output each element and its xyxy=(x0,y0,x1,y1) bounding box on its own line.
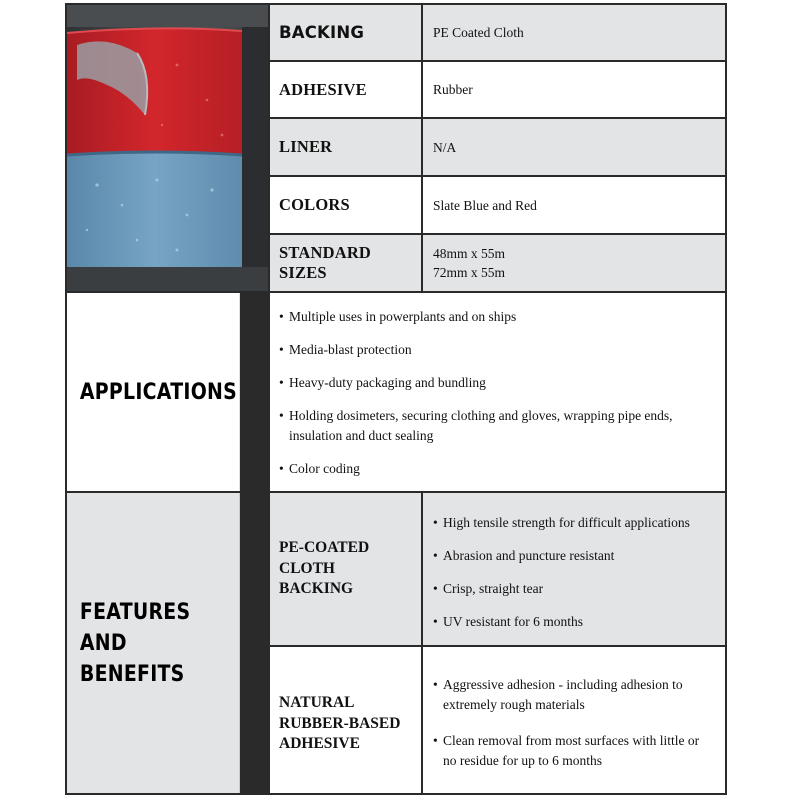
applications-list-cell xyxy=(270,293,725,491)
product-spec-sheet xyxy=(65,3,727,795)
applications-heading: APPLICATIONS xyxy=(67,293,240,491)
spec-value-text: PE Coated Cloth xyxy=(433,25,524,40)
list-item: • Abrasion and puncture resistant xyxy=(433,546,719,566)
spec-value-text: N/A xyxy=(433,139,457,155)
list-item: • Media-blast protection xyxy=(279,340,695,360)
list-item: • Holding dosimeters, securing clothing and gloves, wrapping pipe ends, insulation and duct sealing xyxy=(279,406,695,446)
list-item: • Clean removal from most surfaces with little or no residue for up to 6 months xyxy=(433,731,711,771)
list-item: • Crisp, straight tear xyxy=(433,579,719,599)
feature-group-list-backing xyxy=(423,493,725,645)
list-item: • Color coding xyxy=(279,459,695,479)
feature-group-list-adhesive xyxy=(423,647,725,793)
feature-group-title-adhesive xyxy=(270,647,421,793)
spec-label-adhesive: ADHESIVE xyxy=(270,62,421,117)
list-item: • UV resistant for 6 months xyxy=(433,612,719,632)
features-heading-line2: BENEFITS xyxy=(79,661,185,687)
feature-group-title-backing xyxy=(270,493,421,645)
spec-value-text: 72mm x 55m xyxy=(433,265,506,280)
feature-title-line: CLOTH xyxy=(279,559,335,577)
features-heading xyxy=(67,493,240,793)
tape-rolls-icon xyxy=(67,5,268,291)
spec-label-liner: LINER xyxy=(270,119,421,175)
feature-list xyxy=(433,513,719,632)
feature-title-line: PE-COATED xyxy=(279,539,370,557)
tape-rolls-photo xyxy=(67,5,268,291)
list-item: • Aggressive adhesion - including adhesion to extremely rough materials xyxy=(433,675,711,715)
spec-value-text: Slate Blue and Red xyxy=(433,197,537,213)
spec-value-text: Rubber xyxy=(433,82,473,97)
list-item: • Heavy-duty packaging and bundling xyxy=(279,373,695,393)
features-heading-line1: FEATURES AND xyxy=(79,599,191,656)
spec-value-text: 48mm x 55m xyxy=(433,246,506,261)
list-item: • Multiple uses in powerplants and on ships xyxy=(279,307,695,327)
spec-value-liner xyxy=(423,119,725,175)
spec-value-backing xyxy=(423,5,725,60)
feature-title-line: RUBBER-BASED xyxy=(279,714,401,732)
list-item: • High tensile strength for difficult applications xyxy=(433,513,719,533)
spec-label-standard-sizes: STANDARD SIZES xyxy=(270,235,421,291)
feature-title-line: BACKING xyxy=(279,580,354,598)
spec-value-standard-sizes xyxy=(423,235,725,291)
spec-label-colors: COLORS xyxy=(270,177,421,233)
spec-label-backing: BACKING xyxy=(270,5,421,60)
applications-list xyxy=(279,307,695,479)
spec-value-colors xyxy=(423,177,725,233)
spec-value-adhesive xyxy=(423,62,725,117)
feature-title-line: NATURAL xyxy=(279,694,355,712)
feature-title-line: ADHESIVE xyxy=(279,735,360,753)
feature-list xyxy=(433,675,711,771)
